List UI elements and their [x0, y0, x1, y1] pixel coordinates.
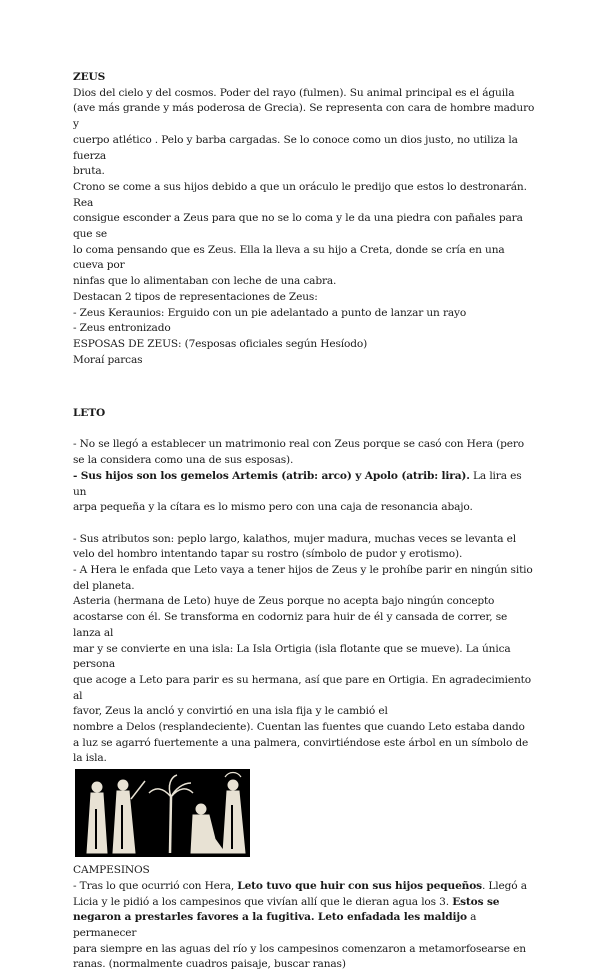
leto-paragraph-line: nombre a Delos (resplandeciente). Cuentan las fuentes que cuando Leto estaba dando: [73, 721, 525, 734]
leto-paragraph-line: a luz se agarró fuertemente a una palmera, convirtiéndose este árbol en un símbolo de: [73, 736, 529, 749]
campesinos-bold-text: Leto tuvo que huir con sus hijos pequeños: [237, 879, 482, 892]
document-body: [73, 70, 535, 973]
spacer: [73, 390, 535, 406]
campesinos-paragraph-line: [73, 910, 535, 941]
campesinos-text: - Tras lo que ocurrió con Hera,: [73, 879, 238, 892]
zeus-list-item: - Zeus entronizado: [73, 322, 171, 335]
campesinos-bold-text: Estos se: [452, 895, 500, 908]
leto-paragraph-line: la isla.: [73, 752, 107, 765]
vase-figures-illustration: [75, 769, 250, 857]
leto-paragraph-line: [73, 469, 535, 500]
leto-paragraph-line: - No se llegó a establecer un matrimonio real con Zeus porque se casó con Hera (pero: [73, 438, 525, 451]
zeus-list-item: - Zeus Keraunios: Erguido con un pie adelantado a punto de lanzar un rayo: [73, 306, 467, 319]
leto-paragraph-line: que acoge a Leto para parir es su hermana, así que pare en Ortigia. En agradecimiento al: [73, 673, 531, 702]
spacer: [73, 422, 535, 438]
zeus-paragraph-line: lo coma pensando que es Zeus. Ella la lleva a su hijo a Creta, donde se cría en una cueva por: [73, 243, 505, 272]
campesinos-paragraph-line: para siempre en las aguas del río y los campesinos comenzaron a metamorfosearse en: [73, 942, 526, 955]
leto-paragraph-line: - Sus atributos son: peplo largo, kalathos, mujer madura, muchas veces se levanta el: [73, 532, 516, 545]
campesinos-text: . Llegó a: [481, 879, 527, 892]
spacer: [73, 368, 535, 390]
zeus-paragraph-line: consigue esconder a Zeus para que no se lo coma y le da una piedra con pañales para que se: [73, 212, 523, 241]
zeus-paragraph-line: (ave más grande y más poderosa de Grecia). Se representa con cara de hombre maduro y: [73, 102, 535, 131]
leto-bold-text: - Sus hijos son los gemelos Artemis (atrib: arco) y Apolo (atrib: lira).: [73, 469, 470, 482]
zeus-paragraph-line: ninfas que lo alimentaban con leche de una cabra.: [73, 275, 337, 288]
campesinos-bold-text: negaron a prestarles favores a la fugitiva. Leto enfadada les maldijo: [73, 911, 467, 924]
leto-paragraph-line: acostarse con él. Se transforma en codorniz para huir de él y cansada de correr, se lanza al: [73, 611, 508, 639]
zeus-paragraph-line: Dios del cielo y del cosmos. Poder del rayo (fulmen). Su animal principal es el águila: [73, 86, 515, 99]
spacer: [73, 516, 535, 532]
campesinos-text: a permanecer: [73, 911, 477, 939]
zeus-paragraph-line: Destacan 2 tipos de representaciones de Zeus:: [73, 290, 318, 303]
zeus-heading: ZEUS: [73, 71, 106, 83]
leto-paragraph-line: mar y se convierte en una isla: La Isla Ortigia (isla flotante que se mueve). La única persona: [73, 642, 511, 671]
zeus-paragraph-line: cuerpo atlético . Pelo y barba cargadas. Se lo conoce como un dios justo, no utiliza la fuerza: [73, 133, 518, 162]
greek-vase-painting-image: [75, 769, 250, 857]
leto-paragraph-line: favor, Zeus la ancló y convirtió en una isla fija y le cambió el: [73, 705, 388, 718]
campesinos-paragraph-line: [73, 895, 535, 911]
campesinos-text: Licia y le pidió a los campesinos que vivían allí que le dieran agua los 3.: [73, 895, 453, 908]
campesinos-paragraph-line: ranas. (normalmente cuadros paisaje, buscar ranas): [73, 958, 346, 971]
leto-text: La lira es un: [73, 469, 522, 498]
leto-paragraph-line: - A Hera le enfada que Leto vaya a tener hijos de Zeus y le prohíbe parir en ningún sitio: [73, 564, 533, 577]
leto-paragraph-line: velo del hombro intentando tapar su rostro (símbolo de pudor y erotismo).: [73, 548, 463, 561]
leto-paragraph-line: se la considera como una de sus esposas).: [73, 454, 294, 467]
zeus-paragraph-line: bruta.: [73, 165, 105, 178]
leto-heading: LETO: [73, 407, 106, 420]
campesinos-heading: CAMPESINOS: [73, 864, 150, 877]
leto-paragraph-line: del planeta.: [73, 579, 135, 592]
leto-paragraph-line: Asteria (hermana de Leto) huye de Zeus porque no acepta bajo ningún concepto: [73, 595, 495, 608]
campesinos-paragraph-line: [73, 879, 535, 895]
zeus-paragraph-line: ESPOSAS DE ZEUS: (7esposas oficiales según Hesíodo): [73, 337, 368, 350]
leto-paragraph-line: arpa pequeña y la cítara es lo mismo pero con una caja de resonancia abajo.: [73, 501, 473, 514]
zeus-paragraph-line: Crono se come a sus hijos debido a que un oráculo le predijo que estos lo destronarán. Rea: [73, 180, 527, 209]
zeus-paragraph-line: Moraí parcas: [73, 353, 143, 366]
